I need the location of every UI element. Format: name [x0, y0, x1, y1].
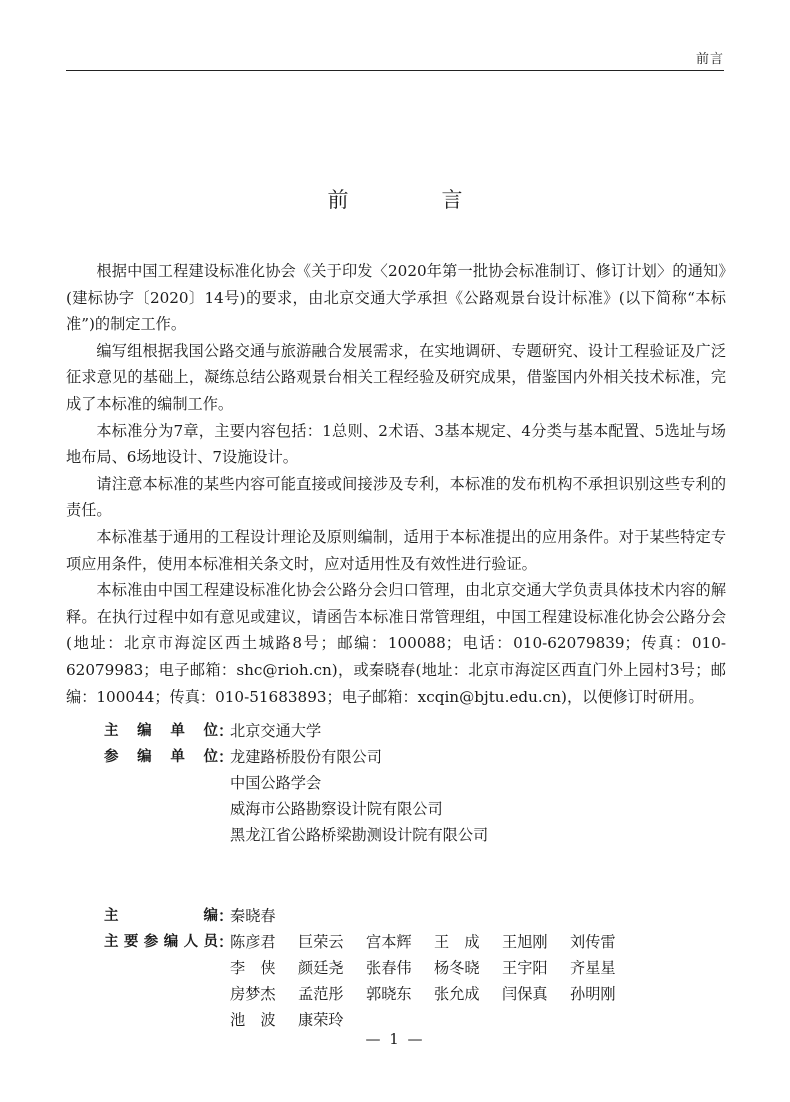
page-number: — 1 —: [365, 1030, 425, 1048]
participating-units-label: 参编单位: [104, 749, 218, 765]
chief-editor-row: [104, 903, 704, 929]
participant-name: 颜廷尧: [298, 959, 344, 977]
body-text: [66, 258, 726, 710]
paragraph: 根据中国工程建设标准化协会《关于印发〈2020年第一批协会标准制订、修订计划〉的通知》(建标协字〔2020〕14号)的要求，由北京交通大学承担《公路观景台设计标准》(以下简称“本标准”)的制定工作。: [66, 262, 726, 334]
page-title: 前 言: [327, 188, 499, 212]
participant-name: 张允成: [434, 985, 480, 1003]
main-participants-label: 主要参编人员: [104, 934, 218, 950]
participant-name: 陈彦君: [230, 933, 276, 951]
participant-name: 王旭刚: [502, 933, 548, 951]
chief-unit-name: 北京交通大学: [230, 722, 322, 740]
chief-editor-label: 主 编: [104, 908, 218, 924]
participating-unit: 威海市公路勘察设计院有限公司: [230, 800, 443, 818]
paragraph: 本标准基于通用的工程设计理论及原则编制，适用于本标准提出的应用条件。对于某些特定专项应用条件，使用本标准相关条文时，应对适用性及有效性进行验证。: [66, 527, 726, 573]
paragraph: 编写组根据我国公路交通与旅游融合发展需求，在实地调研、专题研究、设计工程验证及广泛征求意见的基础上，凝练总结公路观景台相关工程经验及研究成果，借鉴国内外相关技术标准，完成了本标准的编制工作。: [66, 341, 726, 413]
colon: ：: [218, 748, 234, 766]
main-participants-row: [104, 929, 704, 1033]
participant-name: 杨冬晓: [434, 959, 480, 977]
chief-unit-row: [104, 718, 704, 744]
participating-unit: 中国公路学会: [230, 774, 322, 792]
participant-name: 齐星星: [570, 959, 616, 977]
participant-name: 张春伟: [366, 959, 412, 977]
participant-name: 孟范彤: [298, 985, 344, 1003]
participant-name: 王 成: [434, 933, 480, 951]
chief-unit-label: 主编单位: [104, 723, 218, 739]
participating-units-row: [104, 744, 704, 848]
participant-name: 宫本辉: [366, 933, 412, 951]
colon: ：: [218, 722, 234, 740]
editors-section: [104, 903, 704, 1033]
participant-name: 王宇阳: [502, 959, 548, 977]
participant-name: 孙明刚: [570, 985, 616, 1003]
page-header: [66, 38, 724, 71]
participating-unit: 龙建路桥股份有限公司: [230, 748, 382, 766]
participant-name: 郭晓东: [366, 985, 412, 1003]
credits-section: [104, 718, 704, 848]
paragraph: 本标准分为7章，主要内容包括：1总则、2术语、3基本规定、4分类与基本配置、5选址与场地布局、6场地设计、7设施设计。: [66, 421, 726, 467]
colon: ：: [218, 907, 234, 925]
participant-name: 巨荣云: [298, 933, 344, 951]
participating-unit: 黑龙江省公路桥梁勘测设计院有限公司: [230, 826, 489, 844]
participant-name: 池 波: [230, 1011, 276, 1029]
running-head: 前言: [695, 52, 724, 67]
participant-name: 刘传雷: [570, 933, 616, 951]
participant-name: 康荣玲: [298, 1011, 344, 1029]
paragraph: 请注意本标准的某些内容可能直接或间接涉及专利，本标准的发布机构不承担识别这些专利的责任。: [66, 474, 726, 520]
participant-name: 李 侠: [230, 959, 276, 977]
paragraph: 本标准由中国工程建设标准化协会公路分会归口管理，由北京交通大学负责具体技术内容的解释。在执行过程中如有意见或建议，请函告本标准日常管理组，中国工程建设标准化协会公路分会(地址：北京市海淀区西土城路8号；邮编：100088；电话：010-62079839；传真：010-62079983；电子邮箱：shc@rioh.cn)，或秦晓春(地址：北京市海淀区西直门外上园村3号；邮编：100044；传真：010-51683893；电子邮箱：xcqin@bjtu.edu.cn)，以便修订时研用。: [66, 581, 726, 706]
chief-editor-name: 秦晓春: [230, 907, 276, 925]
participant-name: 闫保真: [502, 985, 548, 1003]
participant-name: 房梦杰: [230, 985, 276, 1003]
colon: ：: [218, 933, 234, 951]
